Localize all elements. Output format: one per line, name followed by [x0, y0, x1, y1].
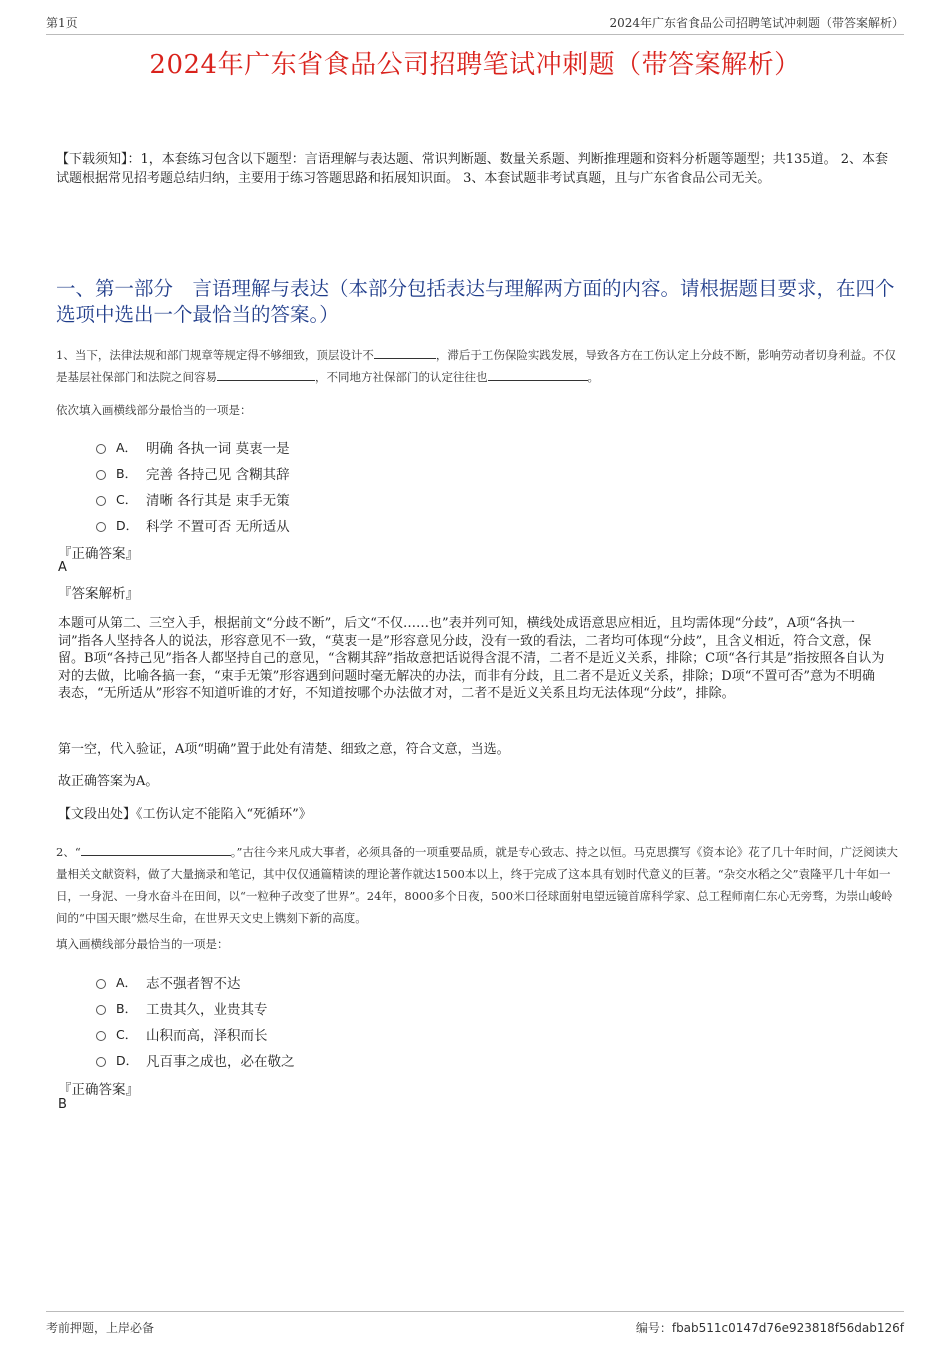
question-1-stem — [56, 344, 898, 388]
option-text: 明确 各执一词 莫衷一是 — [146, 441, 290, 457]
option-letter: C． — [116, 1027, 138, 1042]
option-text: 工贵其久，业贵其专 — [146, 1002, 268, 1018]
question-2-stem — [56, 841, 898, 929]
option-text: 山积而高，泽积而长 — [146, 1028, 268, 1044]
option-a[interactable] — [96, 969, 596, 995]
option-c[interactable] — [96, 1021, 596, 1047]
option-text: 凡百事之成也，必在敬之 — [146, 1054, 295, 1070]
option-d[interactable] — [96, 512, 596, 538]
page-header — [46, 14, 904, 35]
analysis-paragraph-2: 第一空，代入验证，A项“明确”置于此处有清楚、细致之意，符合文意，当选。 — [58, 742, 510, 757]
question-2-instruction: 填入画横线部分最恰当的一项是： — [56, 937, 229, 951]
question-1-instruction: 依次填入画横线部分最恰当的一项是： — [56, 403, 252, 417]
question-1-text-part2: ，滞后于工伤保险实践发展，导致各方在工伤认定上分歧不断，影响劳动者切身利益。不仅是基层社保部门和法院之间容易 — [56, 348, 896, 384]
correct-answer-label: 『正确答案』 — [58, 546, 139, 562]
analysis-label: 『答案解析』 — [58, 586, 139, 602]
correct-answer-value: B — [58, 1097, 67, 1112]
option-letter: D． — [116, 518, 139, 533]
text-source: 【文段出处】《工伤认定不能陷入“死循环”》 — [58, 807, 312, 822]
footer-serial-code: fbab511c0147d76e923818f56dab126f — [671, 1321, 904, 1335]
option-d[interactable] — [96, 1047, 596, 1073]
option-text: 志不强者智不达 — [146, 976, 241, 992]
radio-icon[interactable] — [96, 979, 106, 989]
option-c[interactable] — [96, 486, 596, 512]
footer-slogan: 考前押题，上岸必备 — [46, 1321, 155, 1335]
correct-answer-label: 『正确答案』 — [58, 1082, 139, 1098]
question-1-text-part3: ，不同地方社保部门的认定往往也 — [315, 370, 488, 384]
correct-answer-value: A — [58, 560, 67, 575]
radio-icon[interactable] — [96, 470, 106, 480]
footer-serial-label: 编号： — [635, 1321, 672, 1335]
option-letter: D． — [116, 1053, 139, 1068]
footer-serial — [636, 1319, 904, 1336]
question-2-text-part2: 。”古往今来凡成大事者，必须具备的一项重要品质，就是专心致志、持之以恒。马克思撰写《资本论》花了几十年时间，广泛阅读大量相关文献资料，做了大量摘录和笔记，其中仅仅通篇精读的理论著作就达1500本以上，终于完成了这本具有划时代意义的巨著。“杂交水稻之父”袁隆平几十年如一日，一身泥、一身水奋斗在田间，以“一粒种子改变了世界”。24年，8000多个日夜，500米口径球面射电望远镜首席科学家、总工程师南仁东心无旁骛，为崇山峻岭间的“中国天眼”燃尽生命，在世界天文史上镌刻下新的高度。 — [56, 845, 898, 925]
radio-icon[interactable] — [96, 444, 106, 454]
question-1-text-part1: 1、当下，法律法规和部门规章等规定得不够细致，顶层设计不 — [56, 348, 374, 362]
option-a[interactable] — [96, 434, 596, 460]
option-letter: B． — [116, 466, 138, 481]
analysis-paragraph-1: 本题可从第二、三空入手，根据前文“分歧不断”，后文“不仅……也”表并列可知，横线处成语意思应相近，且均需体现“分歧”，A项“各执一词”指各人坚持各人的说法，形容意见不一致，“莫衷一是”形容意见分歧，没有一致的看法，二者均可体现“分歧”，且含义相近，符合文意，保留。B项“各持己见”指各人都坚持自己的意见，“含糊其辞”指故意把话说得含混不清，二者不是近义关系，排除；C项“各行其是”指按照各自认为对的去做，比喻各搞一套，“束手无策”形容遇到问题时毫无解决的办法，而非有分歧，且二者不是近义关系，排除；D项“不置可否”意为不明确表态，“无所适从”形容不知道听谁的才好，不知道按哪个办法做才对，二者不是近义关系且均无法体现“分歧”，排除。 — [58, 616, 885, 701]
option-letter: A． — [116, 440, 138, 455]
question-2-text-part1: 2、“ — [56, 845, 81, 859]
option-letter: C． — [116, 492, 138, 507]
download-notice: 【下载须知】：1，本套练习包含以下题型：言语理解与表达题、常识判断题、数量关系题、判断推理题和资料分析题等题型；共135道。 2、本套试题根据常见招考题总结归纳，主要用于练习答题思路和拓展知识面。 3、本套试题非考试真题，且与广东省食品公司无关。 — [56, 152, 888, 186]
question-2-options — [96, 969, 596, 1073]
page-number: 第1页 — [46, 16, 78, 30]
document-title: 2024年广东省食品公司招聘笔试冲刺题（带答案解析） — [149, 50, 801, 80]
question-1-text-part4: 。 — [587, 370, 599, 384]
fill-blank-1 — [374, 346, 436, 359]
fill-blank-2 — [217, 368, 315, 381]
radio-icon[interactable] — [96, 496, 106, 506]
radio-icon[interactable] — [96, 522, 106, 532]
radio-icon[interactable] — [96, 1057, 106, 1067]
option-b[interactable] — [96, 995, 596, 1021]
radio-icon[interactable] — [96, 1031, 106, 1041]
option-letter: B． — [116, 1001, 138, 1016]
radio-icon[interactable] — [96, 1005, 106, 1015]
option-b[interactable] — [96, 460, 596, 486]
fill-blank-1 — [81, 843, 231, 856]
header-doc-title: 2024年广东省食品公司招聘笔试冲刺题（带答案解析） — [609, 16, 904, 30]
option-text: 完善 各持己见 含糊其辞 — [146, 467, 290, 483]
option-text: 清晰 各行其是 束手无策 — [146, 493, 290, 509]
analysis-paragraph-3: 故正确答案为A。 — [58, 774, 159, 789]
option-letter: A． — [116, 975, 138, 990]
question-1-options — [96, 434, 596, 538]
page-footer — [46, 1311, 904, 1336]
option-text: 科学 不置可否 无所适从 — [146, 519, 290, 535]
fill-blank-3 — [488, 368, 588, 381]
section-heading: 一、第一部分 言语理解与表达（本部分包括表达与理解两方面的内容。请根据题目要求，在四个选项中选出一个最恰当的答案。） — [56, 277, 895, 326]
